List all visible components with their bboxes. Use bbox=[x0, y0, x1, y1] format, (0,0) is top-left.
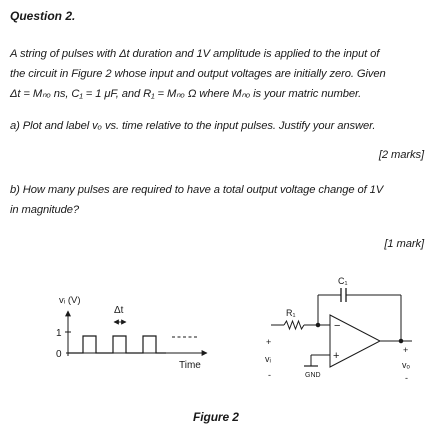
input-waveform bbox=[56, 295, 207, 371]
y-tick-0: 0 bbox=[56, 349, 62, 360]
opamp-plus-sign: + bbox=[333, 350, 340, 362]
input-voltage-label: vᵢ bbox=[265, 354, 271, 364]
part-b-line-2: in magnitude? bbox=[10, 204, 79, 216]
output-voltage-label: vₒ bbox=[402, 360, 410, 370]
y-axis-label: vᵢ (V) bbox=[59, 295, 81, 306]
pulse-train bbox=[68, 336, 166, 353]
question-title: Question 2. bbox=[10, 9, 76, 23]
intro-line-2: the circuit in Figure 2 whose input and output voltages are initially zero. Given bbox=[10, 68, 386, 80]
intro-line-1: A string of pulses with Δt duration and 1V amplitude is applied to the input of bbox=[10, 48, 380, 60]
capacitor-label: C₁ bbox=[338, 276, 348, 286]
part-a-marks: [2 marks] bbox=[378, 149, 424, 161]
output-plus-sign: + bbox=[403, 345, 409, 355]
resistor-r1 bbox=[284, 321, 304, 329]
intro-line-3: Δt = Mₙₒ ns, C₁ = 1 μF, and R₁ = Mₙₒ Ω where Mₙₒ is your matric number. bbox=[10, 88, 362, 100]
input-plus-sign: + bbox=[266, 337, 272, 347]
part-a-text: a) Plot and label vₒ vs. time relative to the input pulses. Justify your answer. bbox=[10, 120, 376, 132]
output-minus-sign: - bbox=[405, 373, 408, 383]
duration-label: Δt bbox=[114, 305, 124, 316]
circuit-labels bbox=[265, 276, 411, 383]
part-b-marks: [1 mark] bbox=[384, 238, 424, 250]
output-node bbox=[399, 339, 403, 343]
figure-caption: Figure 2 bbox=[193, 410, 239, 424]
input-minus-sign: - bbox=[268, 370, 271, 380]
resistor-label: R₁ bbox=[286, 308, 296, 318]
y-tick-1: 1 bbox=[56, 328, 62, 339]
ground-label: GND bbox=[305, 372, 321, 379]
x-axis-label: Time bbox=[179, 360, 201, 371]
integrator-circuit bbox=[271, 288, 412, 367]
opamp-minus-sign: − bbox=[334, 320, 341, 332]
part-b-line-1: b) How many pulses are required to have a total output voltage change of 1V bbox=[10, 184, 384, 196]
